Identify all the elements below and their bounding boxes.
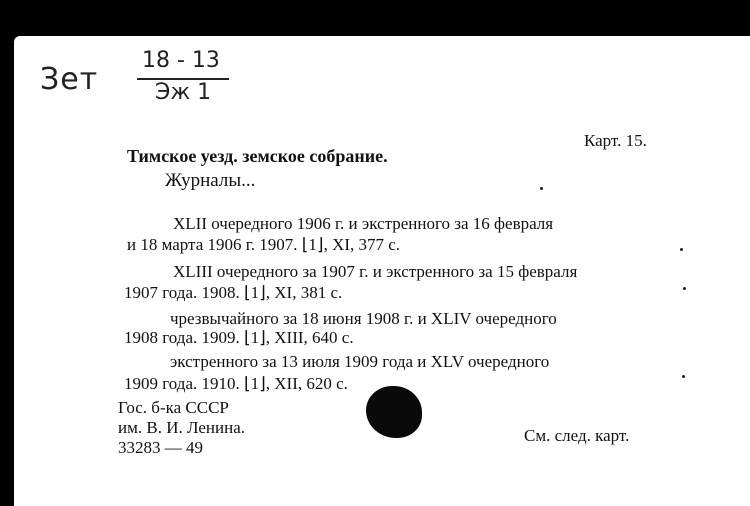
speck	[540, 187, 543, 190]
card-number: Карт. 15.	[584, 131, 647, 150]
library-name: Гос. б-ка СССР	[118, 398, 229, 417]
handwritten-prefix: Зет	[40, 62, 99, 97]
continued-note: См. след. карт.	[524, 426, 630, 445]
entry-3-line-2: 1908 года. 1909. ⌊1⌋, XIII, 640 с.	[124, 328, 354, 347]
library-accession-number: 33283 — 49	[118, 438, 203, 457]
entry-3-line-1: чрезвычайного за 18 июня 1908 г. и XLIV очередного	[170, 309, 557, 328]
speck	[680, 248, 683, 251]
card-subtitle: Журналы...	[165, 170, 256, 191]
entry-2-line-2: 1907 года. 1908. ⌊1⌋, XI, 381 с.	[124, 283, 343, 302]
library-dedication: им. В. И. Ленина.	[118, 418, 246, 437]
card-title: Тимское уезд. земское собрание.	[127, 146, 388, 166]
entry-1-line-2: и 18 марта 1906 г. 1907. ⌊1⌋, XI, 377 с.	[127, 235, 401, 254]
entry-2-line-1: XLIII очередного за 1907 г. и экстренного за 15 февраля	[173, 262, 578, 281]
speck	[682, 375, 685, 378]
entry-1-line-1: XLII очередного 1906 г. и экстренного за 16 февраля	[173, 214, 554, 233]
entry-4-line-2: 1909 года. 1910. ⌊1⌋, XII, 620 с.	[124, 374, 348, 393]
entry-4-line-1: экстренного за 13 июля 1909 года и XLV очередного	[170, 352, 550, 371]
ink-blot	[366, 386, 422, 438]
handwritten-shelfmark-top: 18 - 13	[142, 48, 220, 73]
handwritten-shelfmark-bottom: Эж 1	[155, 80, 212, 105]
speck	[683, 287, 686, 290]
